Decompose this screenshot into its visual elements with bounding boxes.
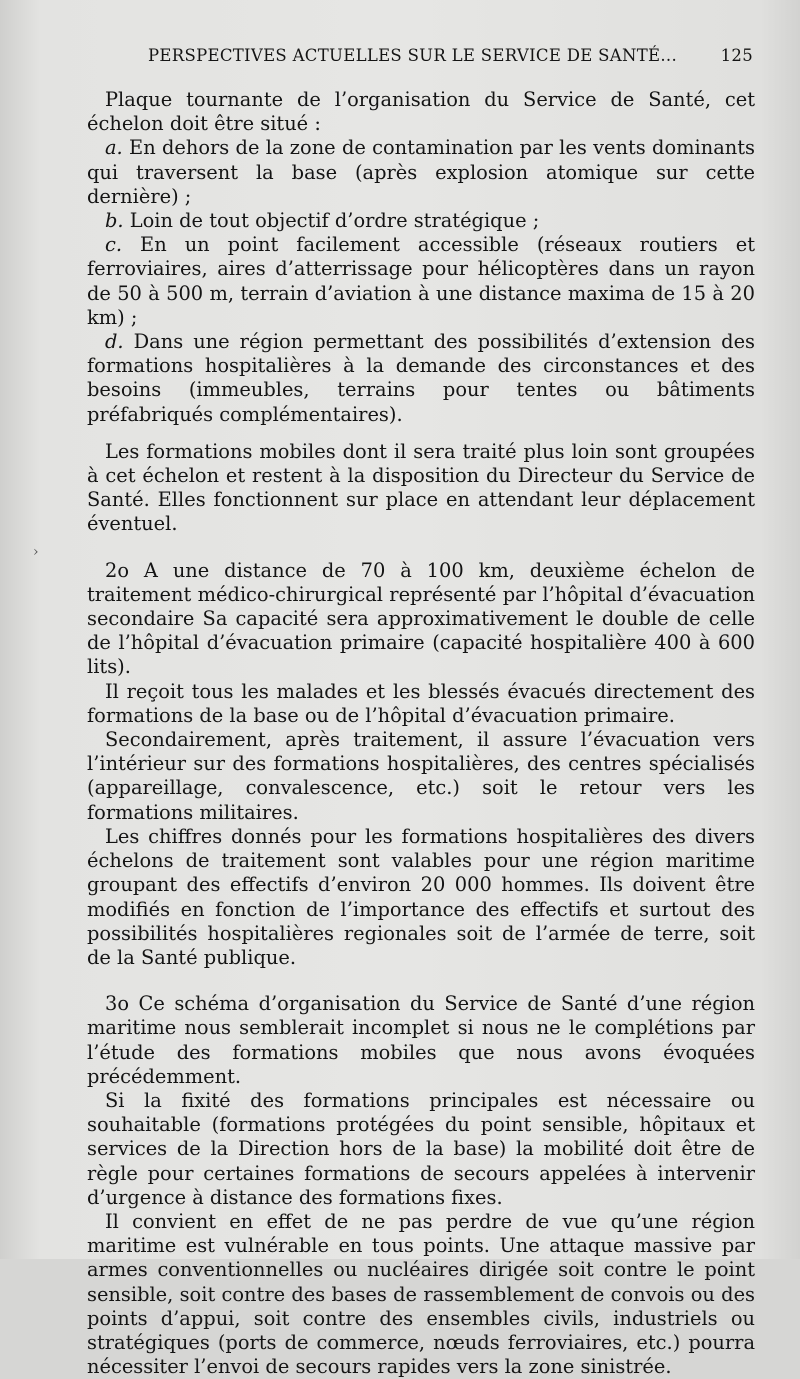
body-text xyxy=(87,88,755,1379)
paragraph-third-point: 3o Ce schéma d’organisation du Service de Santé d’une région maritime nous semblerait incomplet si nous ne le complétions par l’étude des formations mobiles que nous avons évoquées précédemment. xyxy=(87,992,755,1088)
list-text-d: Dans une région permettant des possibilités d’extension des formations hospitalières à la demande des circonstances et des besoins (immeubles, terrains pour tentes ou bâtiments préfabriqués complémentaires). xyxy=(87,330,755,426)
list-item-b xyxy=(87,209,755,233)
list-text-b: Loin de tout objectif d’ordre stratégique ; xyxy=(123,209,540,233)
list-item-c xyxy=(87,233,755,330)
list-label-d: d. xyxy=(105,330,124,354)
list-item-d xyxy=(87,330,755,427)
list-label-a: a. xyxy=(105,136,123,160)
list-label-b: b. xyxy=(105,209,124,233)
page-number: 125 xyxy=(720,46,753,65)
list-label-c: c. xyxy=(105,233,123,257)
paragraph-receives: Il reçoit tous les malades et les blessés évacués directement des formations de la base ou de l’hôpital d’évacuation primaire. xyxy=(87,679,755,727)
margin-mark: › xyxy=(33,544,39,560)
running-head xyxy=(148,46,753,72)
paragraph-second-echelon: 2o A une distance de 70 à 100 km, deuxième échelon de traitement médico-chirurgical représenté par l’hôpital d’évacuation secondaire Sa capacité sera approximativement le double de celle de l’hôpital d’évacuation primaire (capacité hospitalière 400 à 600 lits). xyxy=(87,558,755,679)
paragraph-fixity: Si la fixité des formations principales est nécessaire ou souhaitable (formations protégées du point sensible, hôpitaux et services de la Direction hors de la base) la mobilité doit être de règle pour certaines formations de secours appelées à intervenir d’urgence à distance des formations fixes. xyxy=(87,1088,755,1209)
list-text-c: En un point facilement accessible (réseaux routiers et ferroviaires, aires d’atterrissage pour hélicoptères dans un rayon de 50 à 500 m, terrain d’aviation à une distance maxima de 15 à 20 km) ; xyxy=(87,233,755,329)
list-text-a: En dehors de la zone de contamination par les vents dominants qui traversent la base (après explosion atomique sur cette dernière) ; xyxy=(87,136,755,208)
paragraph-figures: Les chiffres donnés pour les formations hospitalières des divers échelons de traitement sont valables pour une région maritime groupant des effectifs d’environ 20 000 hommes. Ils doivent être modifiés en fonction de l’importance des effectifs et surtout des possibilités hospitalières regionales soit de l’armée de terre, soit de la Santé publique. xyxy=(87,824,755,969)
list-item-a xyxy=(87,136,755,209)
paragraph-secondarily: Secondairement, après traitement, il assure l’évacuation vers l’intérieur sur des formations hospitalières, des centres spécialisés (appareillage, convalescence, etc.) soit le retour vers les formations militaires. xyxy=(87,728,755,824)
paragraph-intro: Plaque tournante de l’organisation du Service de Santé, cet échelon doit être situé : xyxy=(87,88,755,136)
paragraph-mobile-units: Les formations mobiles dont il sera traité plus loin sont groupées à cet échelon et restent à la disposition du Directeur du Service de Santé. Elles fonctionnent sur place en attendant leur déplacement éventuel. xyxy=(87,439,755,536)
running-title: PERSPECTIVES ACTUELLES SUR LE SERVICE DE SANTÉ... xyxy=(148,46,677,65)
paragraph-vulnerable: Il convient en effet de ne pas perdre de vue qu’une région maritime est vulnérable en tous points. Une attaque massive par armes conventionnelles ou nucléaires dirigée soit contre le point sensible, soit contre des bases de rassemblement de convois ou des points d’appui, soit contre des ensembles civils, industriels ou stratégiques (ports de commerce, nœuds ferroviaires, etc.) pourra nécessiter l’envoi de secours rapides vers la zone sinistrée. xyxy=(87,1209,755,1379)
